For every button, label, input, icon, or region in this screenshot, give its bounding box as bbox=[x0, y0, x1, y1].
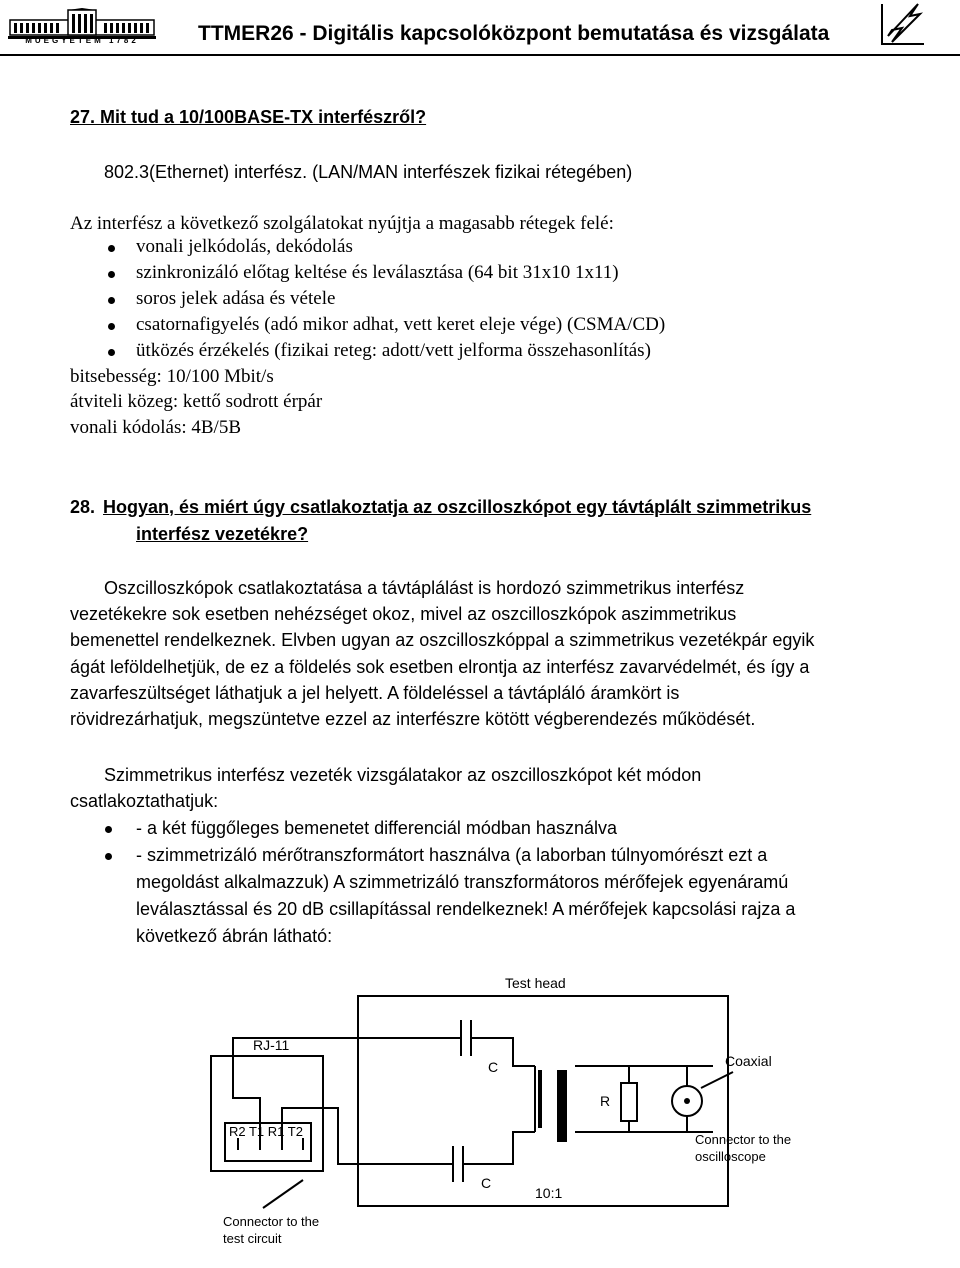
test-head-label: Test head bbox=[505, 975, 566, 991]
list-item-continuation: következő ábrán látható: bbox=[136, 926, 333, 946]
list-item: vonali jelkódolás, dekódolás bbox=[136, 236, 353, 257]
capacitor-top-label: C bbox=[488, 1059, 499, 1075]
rj11-label: RJ-11 bbox=[253, 1037, 290, 1053]
paragraph-line: Oszcilloszkópok csatlakoztatása a távtáplálást is hordozó szimmetrikus interfész bbox=[104, 578, 745, 598]
transformer-core bbox=[557, 1070, 567, 1142]
list-item: szinkronizáló előtag keltése és leválasztása (64 bit 31x10 1x11) bbox=[136, 262, 619, 283]
capacitor-bottom-label: C bbox=[481, 1175, 492, 1191]
pins-label: R2 T1 R1 T2 bbox=[229, 1124, 303, 1139]
q27-bitrate: bitsebesség: 10/100 Mbit/s bbox=[70, 366, 274, 387]
q27-medium: átviteli közeg: kettő sodrott érpár bbox=[70, 391, 323, 412]
paragraph-line: csatlakoztathatjuk: bbox=[70, 791, 219, 811]
coaxial-label: Coaxial bbox=[725, 1053, 772, 1069]
question-28-title-line1: Hogyan, és miért úgy csatlakoztatja az oszcilloszkópot egy távtáplált szimmetrikus bbox=[103, 497, 812, 517]
paragraph-line: rövidrezárhatjuk, megszüntetve ezzel az interfészre kötött végberendezés működését. bbox=[70, 709, 756, 729]
logo-motto: MŰEGYETEM 1782 bbox=[25, 36, 139, 45]
list-item-continuation: leválasztással és 20 dB csillapítással rendelkeznek! A mérőfejek kapcsolási rajza a bbox=[136, 899, 796, 919]
q27-intro: 802.3(Ethernet) interfész. (LAN/MAN interfészek fizikai rétegében) bbox=[104, 162, 633, 182]
bullet-icon bbox=[105, 826, 112, 833]
list-item: - a két függőleges bemenetet differenciál módban használva bbox=[136, 818, 617, 838]
connector-test-line2: test circuit bbox=[223, 1231, 282, 1246]
bullet-icon bbox=[108, 271, 115, 278]
bullet-icon bbox=[108, 349, 115, 356]
bullet-icon bbox=[108, 245, 115, 252]
question-27-title: 27. Mit tud a 10/100BASE-TX interfészről? bbox=[70, 107, 427, 127]
q27-coding: vonali kódolás: 4B/5B bbox=[70, 417, 241, 438]
course-title: TTMER26 - Digitális kapcsolóközpont bemutatása és vizsgálata bbox=[198, 22, 830, 45]
paragraph-line: zavarfeszültséget láthatjuk a jel helyett. A földeléssel a távtápláló áramkört is bbox=[70, 683, 680, 703]
list-item-continuation: megoldást alkalmazzuk) A szimmetrizáló transzformátoros mérőfejek egyenáramú bbox=[136, 872, 789, 892]
header-divider bbox=[0, 54, 960, 56]
bullet-icon bbox=[108, 323, 115, 330]
connector-scope-line1: Connector to the bbox=[695, 1132, 792, 1147]
list-item: - szimmetrizáló mérőtranszformátort használva (a laborban túlnyomórészt ezt a bbox=[136, 845, 768, 865]
paragraph-line: Szimmetrikus interfész vezeték vizsgálatakor az oszcilloszkópot két módon bbox=[104, 765, 702, 785]
list-item: csatornafigyelés (adó mikor adhat, vett keret eleje vége) (CSMA/CD) bbox=[136, 314, 666, 335]
bullet-icon bbox=[105, 853, 112, 860]
probe-circuit-diagram bbox=[143, 948, 833, 1266]
bullet-icon bbox=[108, 297, 115, 304]
paragraph-line: vezetékekre sok esetben nehézséget okoz, mivel az oszcilloszkópok aszimmetrikus bbox=[70, 604, 737, 624]
connector-test-line1: Connector to the bbox=[223, 1214, 320, 1229]
paragraph-line: ágát leföldelhetjük, de ez a földelés sok esetben elrontja az interfész zavarvédelmét, és így a bbox=[70, 657, 810, 677]
question-28-title-line2: interfész vezetékre? bbox=[136, 524, 309, 544]
q27-lead: Az interfész a következő szolgálatokat nyújtja a magasabb rétegek felé: bbox=[70, 213, 614, 234]
resistor-label: R bbox=[600, 1093, 611, 1109]
ratio-label: 10:1 bbox=[535, 1185, 563, 1201]
lightning-logo-icon bbox=[880, 0, 926, 46]
question-28-number: 28. bbox=[70, 497, 96, 517]
paragraph-line: bemenettel rendelkeznek. Elvben ugyan az oszcilloszkóppal a szimmetrikus vezetékpár egyik bbox=[70, 630, 815, 650]
list-item: ütközés érzékelés (fizikai reteg: adott/vett jelforma összehasonlítás) bbox=[136, 340, 651, 361]
page-header bbox=[0, 0, 960, 60]
list-item: soros jelek adása és vétele bbox=[136, 288, 336, 309]
connector-scope-line2: oscilloscope bbox=[695, 1149, 766, 1164]
